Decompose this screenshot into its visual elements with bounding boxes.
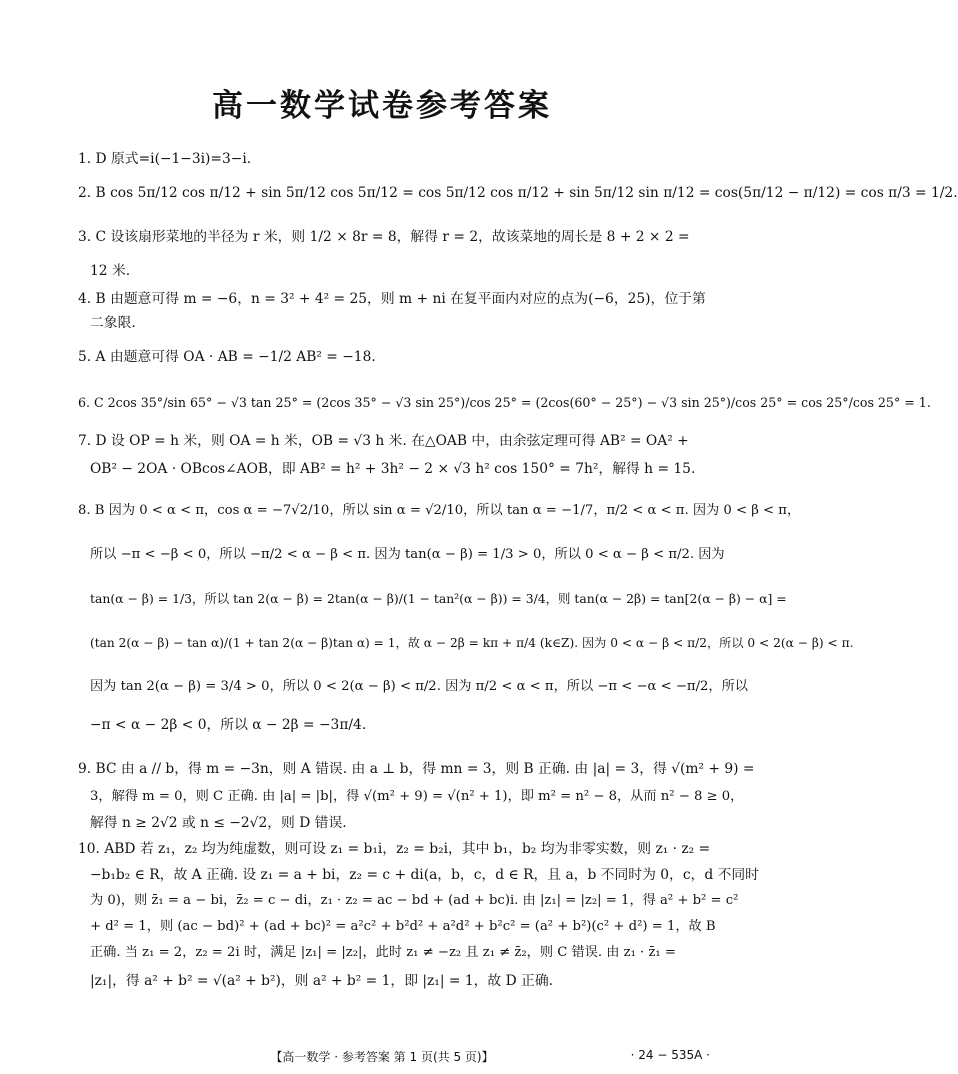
- answer-line: 4. B 由题意可得 m = −6，n = 3² + 4² = 25，则 m + ni 在复平面内对应的点为(−6，25)，位于第: [78, 291, 706, 307]
- answer-line: 5. A 由题意可得 OA · AB = −1/2 AB² = −18.: [78, 349, 376, 365]
- answer-line: 为 0)，则 z̄₁ = a − bi，z̄₂ = c − di，z₁ · z₂ = ac − bd + (ad + bc)i. 由 |z₁| = |z₂| = 1，得 a² + b² = c²: [90, 893, 739, 908]
- answer-line: 6. C 2cos 35°/sin 65° − √3 tan 25° = (2cos 35° − √3 sin 25°)/cos 25° = (2cos(60° − 25°) − √3 sin 25°)/cos 25° = cos 25°/cos 25° = 1.: [78, 395, 931, 410]
- answer-line: 2. B cos 5π/12 cos π/12 + sin 5π/12 cos 5π/12 = cos 5π/12 cos π/12 + sin 5π/12 sin π/12 = cos(5π/12 − π/12) = cos π/3 = 1/2.: [78, 185, 958, 201]
- answer-line: 1. D 原式=i(−1−3i)=3−i.: [78, 151, 252, 167]
- answer-line: OB² − 2OA · OBcos∠AOB，即 AB² = h² + 3h² − 2 × √3 h² cos 150° = 7h²，解得 h = 15.: [90, 461, 696, 477]
- answer-line: 8. B 因为 0 < α < π，cos α = −7√2/10，所以 sin α = √2/10，所以 tan α = −1/7，π/2 < α < π. 因为 0 < β < π，: [78, 503, 801, 518]
- answer-line: 解得 n ≥ 2√2 或 n ≤ −2√2，则 D 错误.: [90, 815, 347, 831]
- answer-line: tan(α − β) = 1/3，所以 tan 2(α − β) = 2tan(α − β)/(1 − tan²(α − β)) = 3/4，则 tan(α − 2β) = tan[2(α − β) − α] =: [90, 591, 787, 606]
- answer-line: 正确. 当 z₁ = 2，z₂ = 2i 时，满足 |z₁| = |z₂|，此时 z₁ ≠ −z₂ 且 z₁ ≠ z̄₂，则 C 错误. 由 z₁ · z̄₁ =: [90, 945, 676, 960]
- page-title: 高一数学试卷参考答案: [212, 88, 552, 124]
- answer-line: 7. D 设 OP = h 米，则 OA = h 米，OB = √3 h 米. 在△OAB 中，由余弦定理可得 AB² = OA² +: [78, 433, 689, 449]
- page-footer: 【高一数学 · 参考答案 第 1 页(共 5 页)】: [270, 1050, 494, 1064]
- answer-line: + d² = 1，则 (ac − bd)² + (ad + bc)² = a²c² + b²d² + a²d² + b²c² = (a² + b²)(c² + d²) = 1，故 B: [90, 919, 716, 934]
- answer-line: 因为 tan 2(α − β) = 3/4 > 0，所以 0 < 2(α − β) < π/2. 因为 π/2 < α < π，所以 −π < −α < −π/2，所以: [90, 679, 748, 694]
- answer-line: 10. ABD 若 z₁，z₂ 均为纯虚数，则可设 z₁ = b₁i，z₂ = b₂i，其中 b₁，b₂ 均为非零实数，则 z₁ · z₂ =: [78, 841, 711, 857]
- answer-line: 3，解得 m = 0，则 C 正确. 由 |a| = |b|，得 √(m² + 9) = √(n² + 1)，即 m² = n² − 8，从而 n² − 8 ≥ 0，: [90, 789, 744, 804]
- answer-line: −b₁b₂ ∈ R，故 A 正确. 设 z₁ = a + bi，z₂ = c + di(a，b，c，d ∈ R，且 a，b 不同时为 0，c，d 不同时: [90, 867, 759, 883]
- answer-line: 12 米.: [90, 263, 131, 279]
- answer-line: −π < α − 2β < 0，所以 α − 2β = −3π/4.: [90, 717, 367, 733]
- answer-line: |z₁|，得 a² + b² = √(a² + b²)，则 a² + b² = 1，即 |z₁| = 1，故 D 正确.: [90, 973, 553, 989]
- answer-line: 二象限.: [90, 315, 136, 331]
- document-code: · 24 − 535A ·: [630, 1048, 710, 1062]
- answer-line: (tan 2(α − β) − tan α)/(1 + tan 2(α − β)tan α) = 1，故 α − 2β = kπ + π/4 (k∈Z). 因为 0 < α − β < π/2，所以 0 < 2(α − β) < π.: [90, 636, 854, 650]
- answer-line: 所以 −π < −β < 0，所以 −π/2 < α − β < π. 因为 tan(α − β) = 1/3 > 0，所以 0 < α − β < π/2. 因为: [90, 547, 725, 562]
- answer-line: 3. C 设该扇形菜地的半径为 r 米，则 1/2 × 8r = 8，解得 r = 2，故该菜地的周长是 8 + 2 × 2 =: [78, 229, 690, 245]
- answer-line: 9. BC 由 a // b，得 m = −3n，则 A 错误. 由 a ⊥ b，得 mn = 3，则 B 正确. 由 |a| = 3，得 √(m² + 9) =: [78, 761, 755, 777]
